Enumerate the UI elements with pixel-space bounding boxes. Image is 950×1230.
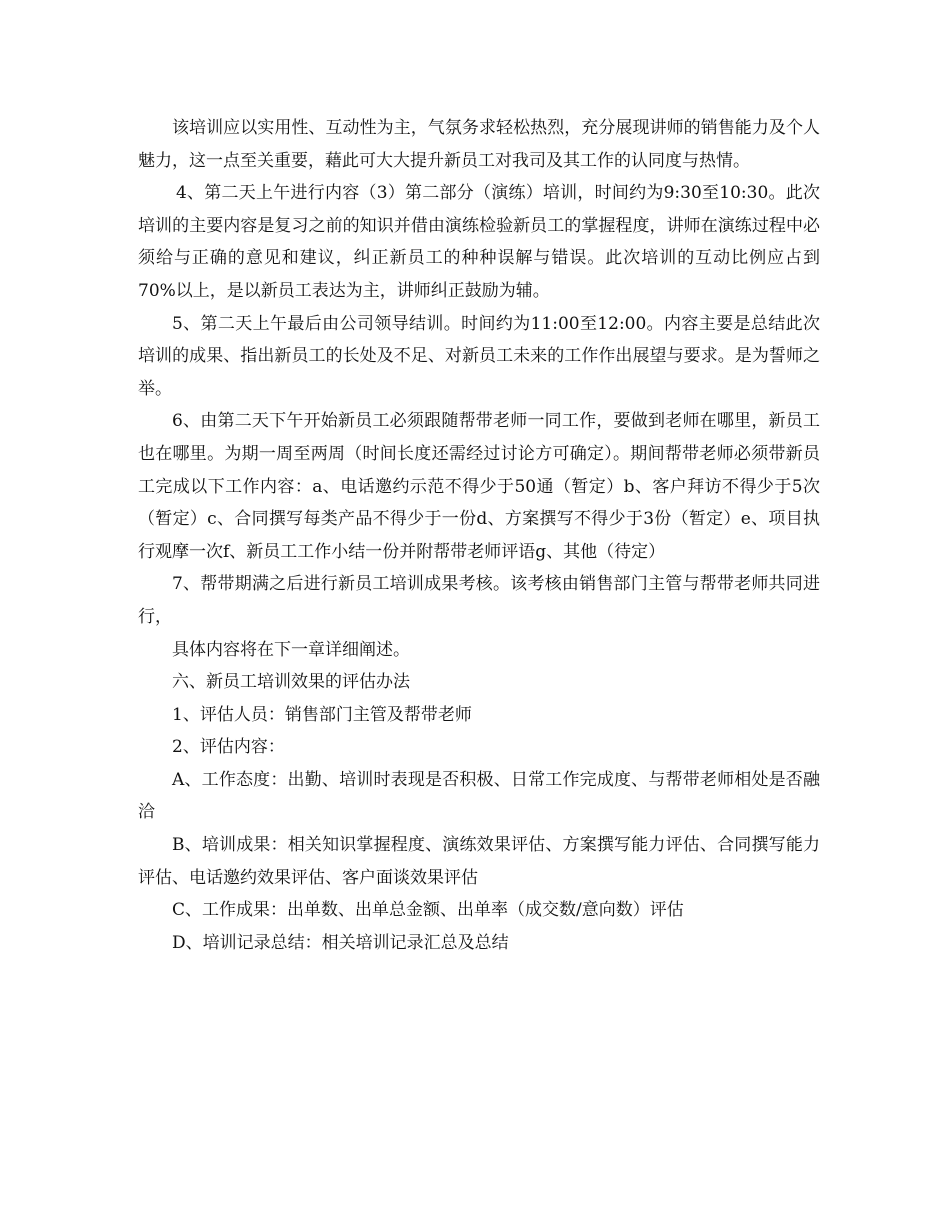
paragraph-item-d-training-records: D、培训记录总结：相关培训记录汇总及总结 — [172, 932, 509, 953]
paragraph-item-4: 4、第二天上午进行内容（3）第二部分（演练）培训，时间约为9:30至10:30。此次培训的主要内容是复习之前的知识并借由演练检验新员工的掌握程度，讲师在演练过程中必须给与正确的意见和建议，纠正新员工的种种误解与错误。此次培训的互动比例应占到70%以上，是以新员工表达为主，讲师纠正鼓励为辅。 — [138, 183, 820, 301]
paragraph-item-7: 7、帮带期满之后进行新员工培训成果考核。该考核由销售部门主管与帮带老师共同进行， — [138, 574, 820, 627]
section-heading-evaluation: 六、新员工培训效果的评估办法 — [172, 672, 410, 693]
paragraph-evaluators: 1、评估人员：销售部门主管及帮带老师 — [172, 704, 472, 725]
paragraph-item-a-attitude: A、工作态度：出勤、培训时表现是否积极、日常工作完成度、与帮带老师相处是否融洽 — [138, 769, 820, 823]
paragraph-item-c-work-results: C、工作成果：出单数、出单总金额、出单率（成交数/意向数）评估 — [172, 900, 684, 921]
paragraph-training-style: 该培训应以实用性、互动性为主，气氛务求轻松热烈，充分展现讲师的销售能力及个人魅力，这一点至关重要，藉此可大大提升新员工对我司及其工作的认同度与热情。 — [138, 118, 820, 171]
paragraph-item-b-training-results: B、培训成果：相关知识掌握程度、演练效果评估、方案撰写能力评估、合同撰写能力评估、电话邀约效果评估、客户面谈效果评估 — [138, 835, 820, 888]
paragraph-details-next-chapter: 具体内容将在下一章详细阐述。 — [172, 639, 410, 660]
paragraph-item-5: 5、第二天上午最后由公司领导结训。时间约为11:00至12:00。内容主要是总结此次培训的成果、指出新员工的长处及不足、对新员工未来的工作作出展望与要求。是为誓师之举。 — [138, 313, 821, 399]
paragraph-item-6: 6、由第二天下午开始新员工必须跟随帮带老师一同工作，要做到老师在哪里，新员工也在哪里。为期一周至两周（时间长度还需经过讨论方可确定）。期间帮带老师必须带新员工完成以下工作内容：a、电话邀约示范不得少于50通（暂定）b、客户拜访不得少于5次（暂定）c、合同撰写每类产品不得少于一份d、方案撰写不得少于3份（暂定）e、项目执行观摩一次f、新员工工作小结一份并附帮带老师评语g、其他（待定） — [138, 411, 820, 562]
document-page — [138, 112, 820, 959]
paragraph-evaluation-content: 2、评估内容： — [172, 737, 285, 758]
